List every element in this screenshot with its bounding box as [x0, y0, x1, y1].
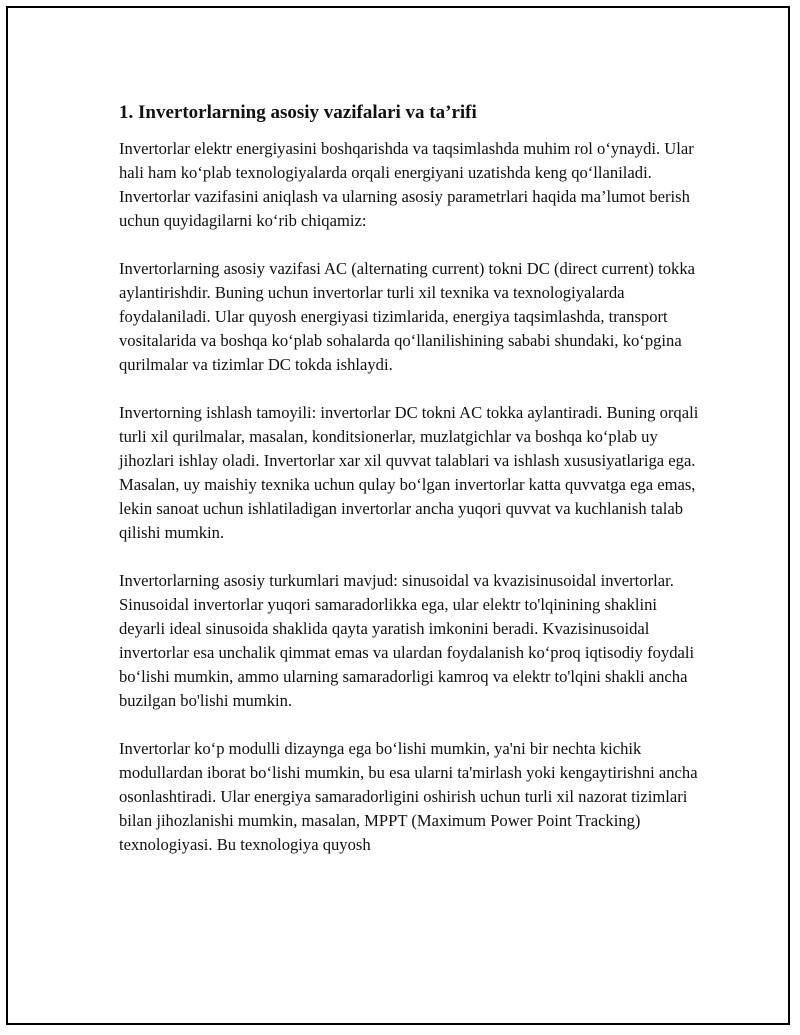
paragraph-main-function: Invertorlarning asosiy vazifasi AC (alternating current) tokni DC (direct current) tokka aylantirishdir. Buning uchun invertorlar turli xil texnika va texnologiyalarda foydalaniladi. Ular quyosh energiyasi tizimlarida, energiya taqsimlashda, transport vositalarida va boshqa ko‘plab sohalarda qo‘llanilishining sababi shundaki, ko‘pgina qurilmalar va tizimlar DC tokda ishlaydi.	[119, 259, 695, 374]
page-frame	[6, 6, 790, 1025]
page-content	[119, 100, 699, 857]
section-heading: 1. Invertorlarning asosiy vazifalari va ta’rifi	[119, 102, 477, 123]
paragraph-working-principle: Invertorning ishlash tamoyili: invertorlar DC tokni AC tokka aylantiradi. Buning orqali turli xil qurilmalar, masalan, konditsionerlar, muzlatgichlar va boshqa ko‘plab uy jihozlari ishlay oladi. Invertorlar xar xil quvvat talablari va ishlash xususiyatlariga ega. Masalan, uy maishiy texnika uchun qulay bo‘lgan invertorlar katta quvvatga ega emas, lekin sanoat uchun ishlatiladigan invertorlar ancha yuqori quvvat va kuchlanish talab qilishi mumkin.	[119, 403, 699, 542]
paragraph-inverter-types: Invertorlarning asosiy turkumlari mavjud: sinusoidal va kvazisinusoidal invertorlar. Sinusoidal invertorlar yuqori samaradorlikka ega, ular elektr to'lqinining shaklini deyarli ideal sinusoida shaklida qayta yaratish imkonini beradi. Kvazisinusoidal invertorlar esa unchalik qimmat emas va ulardan foydalanish ko‘proq iqtisodiy foydali bo‘lishi mumkin, ammo ularning samaradorligi kamroq va elektr to'lqini shakli ancha buzilgan bo'lishi mumkin.	[119, 571, 695, 710]
paragraph-modular-design: Invertorlar ko‘p modulli dizaynga ega bo‘lishi mumkin, ya'ni bir nechta kichik modullardan iborat bo‘lishi mumkin, bu esa ularni ta'mirlash yoki kengaytirishni ancha osonlashtiradi. Ular energiya samaradorligini oshirish uchun turli xil nazorat tizimlari bilan jihozlanishi mumkin, masalan, MPPT (Maximum Power Point Tracking) texnologiyasi. Bu texnologiya quyosh	[119, 739, 698, 854]
paragraph-intro: Invertorlar elektr energiyasini boshqarishda va taqsimlashda muhim rol o‘ynaydi. Ular hali ham ko‘plab texnologiyalarda orqali energiyani uzatishda keng qo‘llaniladi. Invertorlar vazifasini aniqlash va ularning asosiy parametrlari haqida ma’lumot berish uchun quyidagilarni ko‘rib chiqamiz:	[119, 139, 694, 230]
